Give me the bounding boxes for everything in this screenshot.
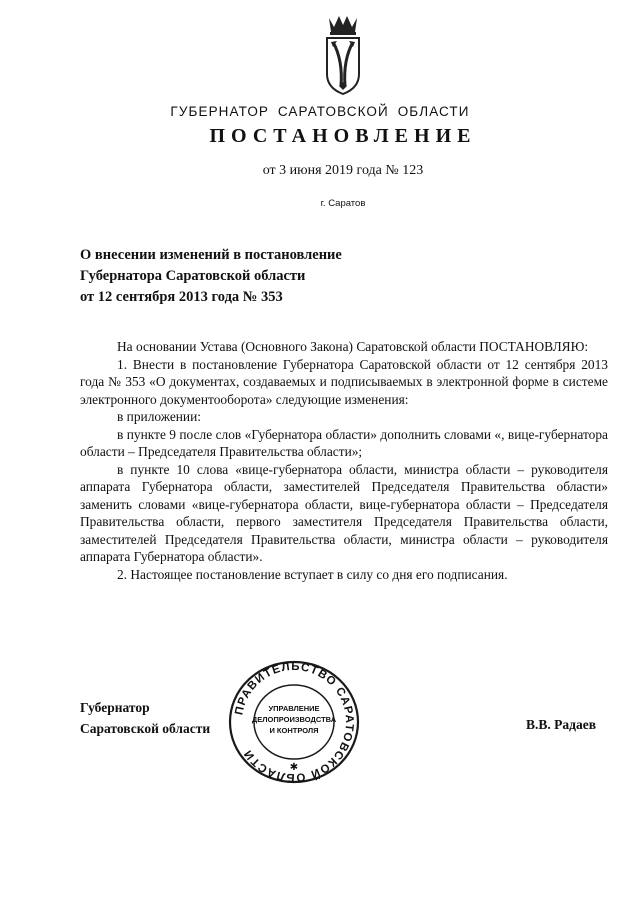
signatory-name: В.В. Радаев [526,717,596,732]
seal-inner-line: УПРАВЛЕНИЕ [268,704,320,713]
body-paragraph: в приложении: [117,409,201,424]
seal-inner-line: И КОНТРОЛЯ [269,726,319,735]
document-city: г. Саратов [320,198,366,209]
body-paragraph: 2. Настоящее постановление вступает в силу со дня его подписания. [117,566,508,582]
seal-star-icon: ✱ [289,762,299,773]
document-date-number: от 3 июня 2019 года № 123 [262,163,424,178]
coat-of-arms-icon [319,14,367,96]
seal-inner-line: ДЕЛОПРОИЗВОДСТВА [251,715,337,724]
document-body [80,338,608,583]
body-paragraph: в пункте 9 после слов «Губернатора области» дополнить словами «, вице-губернатора области – Председателя Правительства области»; [80,426,608,459]
body-paragraph: в пункте 10 слова «вице-губернатора области, министра области – руководителя аппарата Губернатора области, заместителей Председателя Правительства области» заменить словами «вице-губернатора области, вице-губернатора области – Председателя Правительства области, первого заместителя Председателя Правительства области, заместителей Председателя Правительства области, министра области – руководителя аппарата Губернатора области». [80,461,608,564]
signatory-title [80,697,210,739]
body-paragraph: 1. Внести в постановление Губернатора Саратовской области от 12 сентября 2013 года № 353 «О документах, создаваемых и подписываемых в электронной форме в системе электронного документооборота» следующие изменения: [80,356,608,407]
official-seal [226,658,362,786]
subject-line: Губернатора Саратовской области [80,268,306,284]
issuing-authority: ГУБЕРНАТОР САРАТОВСКОЙ ОБЛАСТИ [170,104,470,119]
document-subject [80,245,342,308]
subject-line: от 12 сентября 2013 года № 353 [80,289,283,305]
signatory-title-line: Губернатор [80,700,150,715]
subject-line: О внесении изменений в постановление [80,247,342,263]
document-type-title: ПОСТАНОВЛЕНИЕ [209,125,477,147]
seal-outer-text: ПРАВИТЕЛЬСТВО САРАТОВСКОЙ ОБЛАСТИ [233,660,356,784]
body-paragraph: На основании Устава (Основного Закона) Саратовской области ПОСТАНОВЛЯЮ: [117,339,589,354]
signatory-title-line: Саратовской области [80,721,211,736]
